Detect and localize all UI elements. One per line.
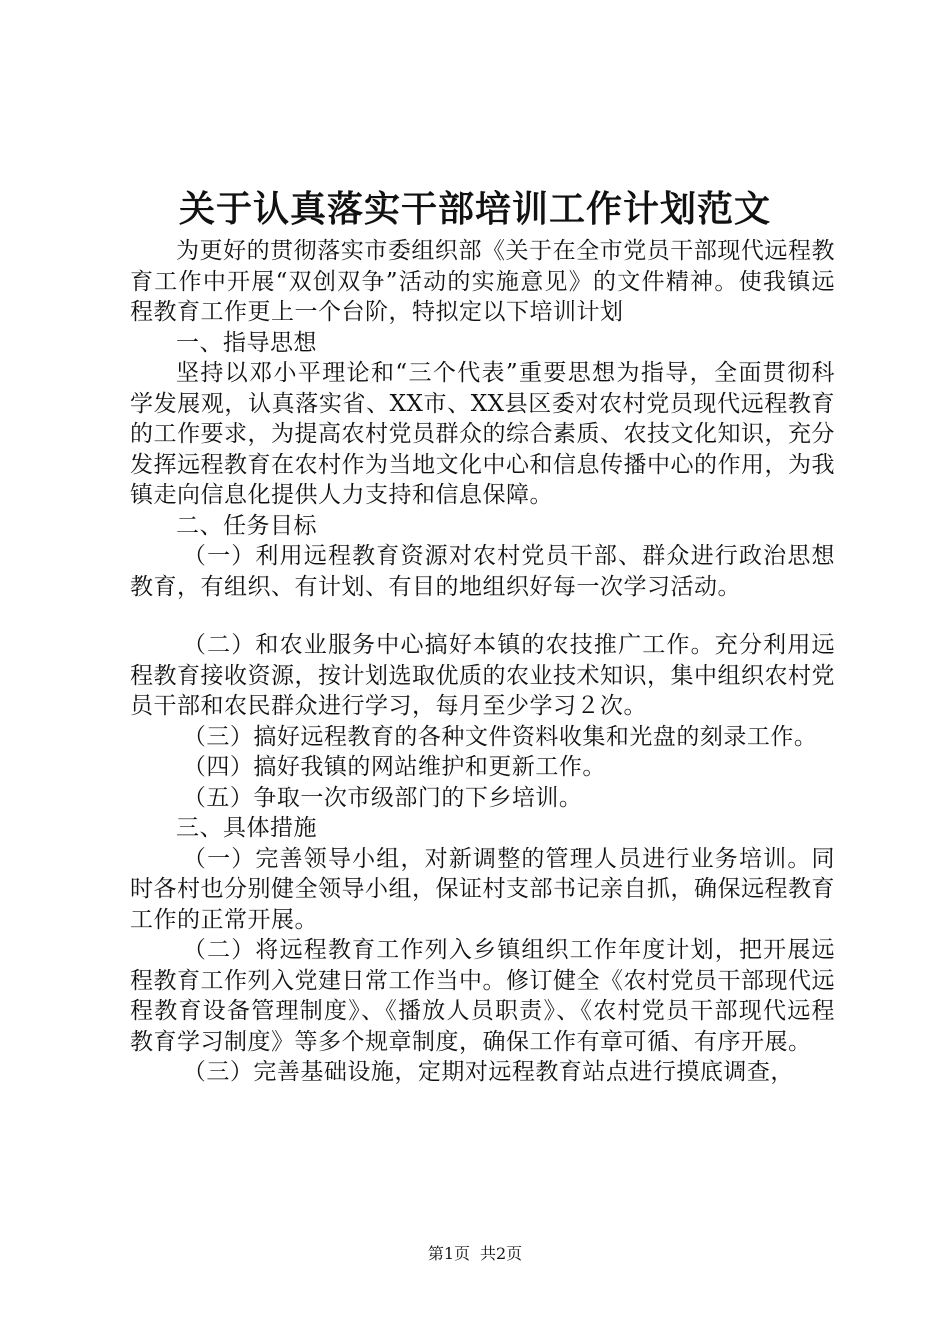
- guiding-ideology-paragraph: 坚持以邓小平理论和“三个代表”重要思想为指导，全面贯彻科学发展观，认真落实省、XX市、XX县区委对农村党员现代远程教育的工作要求，为提高农村党员群众的综合素质、农技文化知识，充分发挥远程教育在农村作为当地文化中心和信息传播中心的作用，为我镇走向信息化提供人力支持和信息保障。: [130, 360, 835, 508]
- page-number: 第1页: [427, 1244, 470, 1263]
- measure-item-1: （一）完善领导小组，对新调整的管理人员进行业务培训。同时各村也分别健全领导小组，保证村支部书记亲自抓，确保远程教育工作的正常开展。: [130, 845, 835, 933]
- section-heading-task-goals: 二、任务目标: [176, 512, 317, 539]
- measure-item-2: （二）将远程教育工作列入乡镇组织工作年度计划，把开展远程教育工作列入党建日常工作当中。修订健全《农村党员干部现代远程教育设备管理制度》、《播放人员职责》、《农村党员干部现代远程教育学习制度》等多个规章制度，确保工作有章可循、有序开展。: [130, 937, 835, 1055]
- section-heading-measures: 三、具体措施: [176, 815, 317, 841]
- intro-paragraph: 为更好的贯彻落实市委组织部《关于在全市党员干部现代远程教育工作中开展“双创双争”活动的实施意见》的文件精神。使我镇远程教育工作更上一个台阶，特拟定以下培训计划: [130, 238, 835, 325]
- document-body: [130, 236, 835, 1088]
- page-total: 共2页: [480, 1244, 523, 1263]
- task-goal-item-3: （三）搞好远程教育的各种文件资料收集和光盘的刻录工作。: [182, 723, 818, 750]
- section-heading-guiding-ideology: 一、指导思想: [176, 329, 317, 356]
- task-goal-item-2: （二）和农业服务中心搞好本镇的农技推广工作。充分利用远程教育接收资源，按计划选取优质的农业技术知识，集中组织农村党员干部和农民群众进行学习，每月至少学习２次。: [130, 632, 835, 719]
- page-footer: [0, 1244, 950, 1264]
- task-goal-item-1: （一）利用远程教育资源对农村党员干部、群众进行政治思想教育，有组织、有计划、有目的地组织好每一次学习活动。: [130, 543, 835, 600]
- task-goal-item-5: （五）争取一次市级部门的下乡培训。: [182, 784, 583, 811]
- measure-item-3: （三）完善基础设施，定期对远程教育站点进行摸底调查，: [182, 1059, 794, 1085]
- document-title: 关于认真落实干部培训工作计划范文: [178, 188, 771, 230]
- task-goal-item-4: （四）搞好我镇的网站维护和更新工作。: [182, 754, 606, 780]
